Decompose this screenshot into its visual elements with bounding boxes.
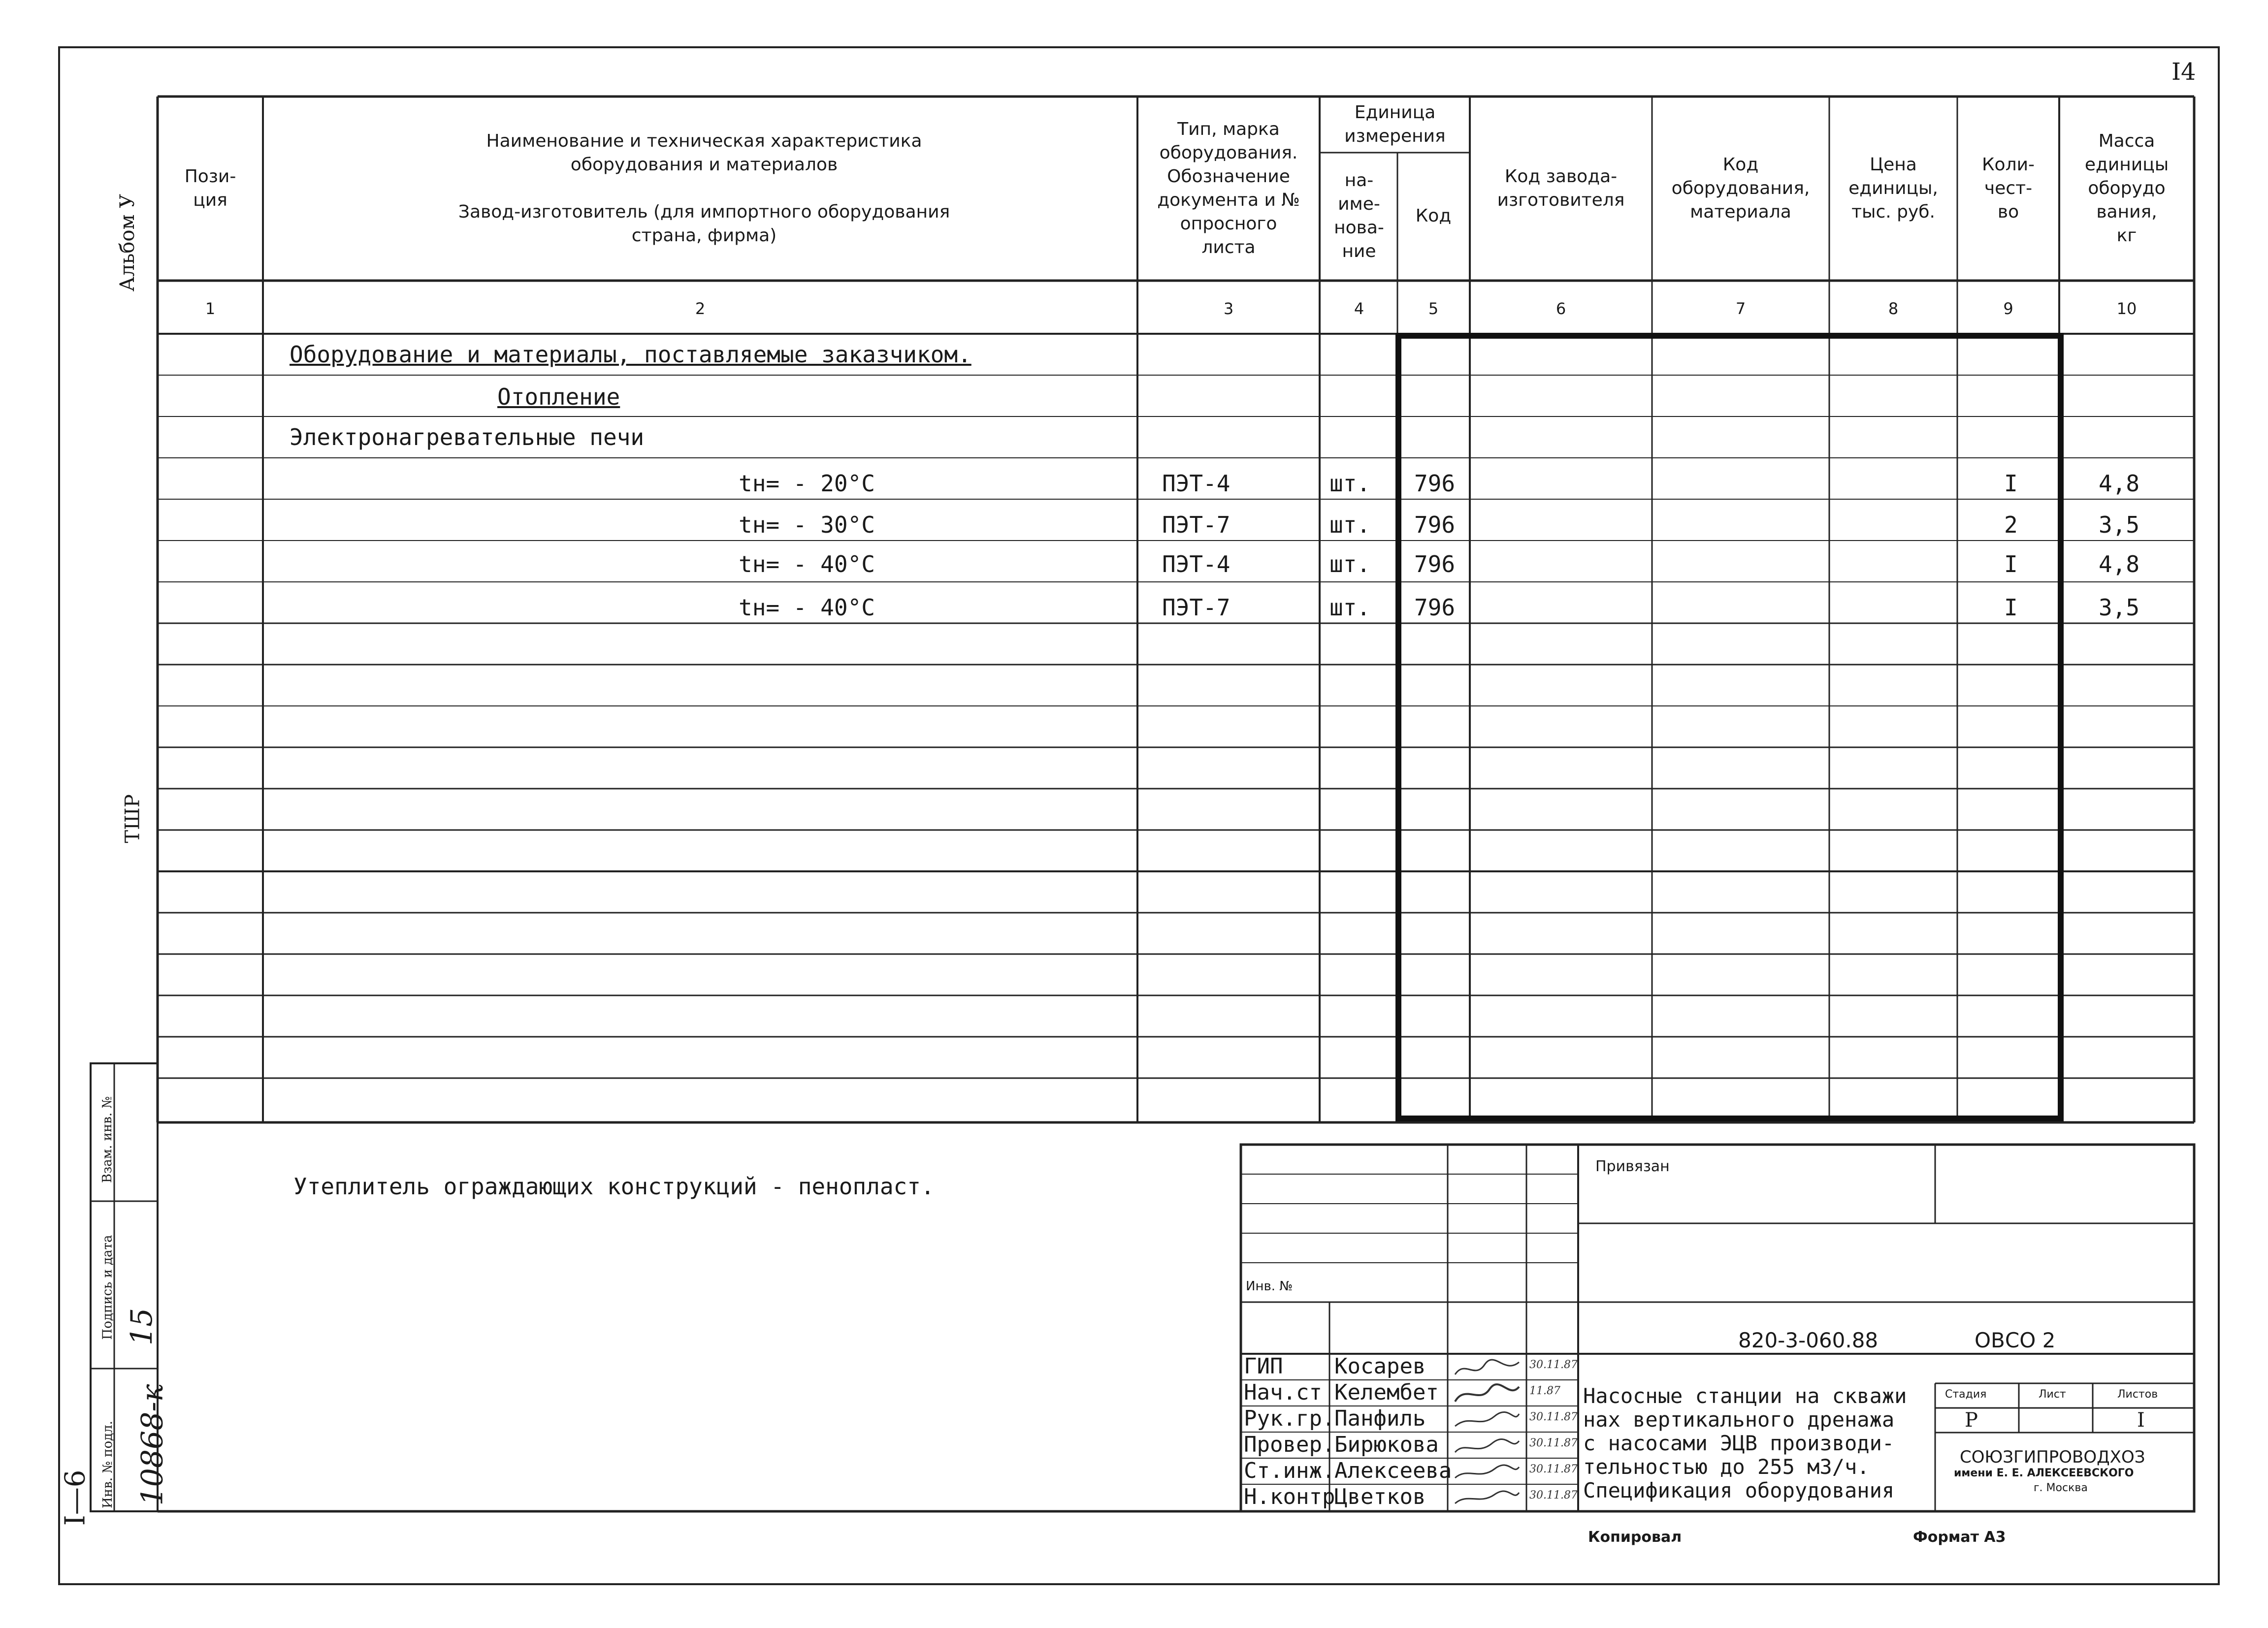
column-number: 3 bbox=[1223, 299, 1234, 318]
header-unit-name: на- име- нова- ние bbox=[1334, 170, 1384, 261]
person-role: Нач.ст bbox=[1244, 1380, 1322, 1405]
title-line: с насосами ЭЦВ производи- bbox=[1583, 1431, 1895, 1455]
row-label: tн= - 30°С bbox=[739, 511, 875, 538]
header-unit-group: Единица измерения bbox=[1344, 102, 1446, 146]
row-code: 796 bbox=[1414, 594, 1456, 621]
stage-label: Стадия bbox=[1945, 1388, 1987, 1401]
header-qty: Коли- чест- во bbox=[1982, 155, 2035, 222]
row-mass: 3,5 bbox=[2099, 594, 2140, 621]
row-type: ПЭТ-4 bbox=[1162, 470, 1231, 497]
title-line: Насосные станции на скважи bbox=[1583, 1384, 1907, 1408]
row-mass: 3,5 bbox=[2099, 511, 2140, 538]
album-label: Альбом У bbox=[116, 193, 139, 292]
header-factory-code: Код завода- изготовителя bbox=[1497, 166, 1625, 210]
row-unit: шт. bbox=[1329, 551, 1371, 577]
row-qty: I bbox=[2004, 470, 2018, 497]
side-sign-value: 15 bbox=[125, 1308, 160, 1346]
row-qty: I bbox=[2004, 594, 2018, 621]
row-unit: шт. bbox=[1329, 511, 1371, 538]
row-code: 796 bbox=[1414, 511, 1456, 538]
header-name: Наименование и техническая характеристика оборудования и материалов Завод-изготовитель (для импортного оборудования страна, фирма) bbox=[458, 131, 950, 246]
list-label: Лист bbox=[2039, 1388, 2066, 1401]
doc-suffix: ОВСО 2 bbox=[1975, 1328, 2056, 1352]
lists-label: Листов bbox=[2117, 1388, 2158, 1401]
person-role: Н.контр bbox=[1244, 1484, 1335, 1509]
person-date: 30.11.87 bbox=[1529, 1437, 1578, 1449]
column-number: 1 bbox=[205, 299, 216, 318]
note-text: Утеплитель ограждающих конструкций - пенопласт. bbox=[293, 1173, 935, 1200]
person-role: Провер. bbox=[1244, 1432, 1335, 1457]
person-date: 30.11.87 bbox=[1529, 1463, 1578, 1475]
person-role: ГИП bbox=[1244, 1354, 1283, 1379]
person-name: Цветков bbox=[1334, 1484, 1426, 1509]
person-name: Панфиль bbox=[1334, 1406, 1426, 1431]
copied-label: Копировал bbox=[1588, 1529, 1682, 1546]
row-type: ПЭТ-4 bbox=[1162, 551, 1231, 577]
person-name: Алексеева bbox=[1334, 1458, 1452, 1483]
person-date: 11.87 bbox=[1529, 1385, 1560, 1397]
person-name: Косарев bbox=[1334, 1354, 1426, 1379]
person-role: Рук.гр. bbox=[1244, 1406, 1335, 1431]
row-qty: 2 bbox=[2004, 511, 2018, 538]
header-unit-code: Код bbox=[1415, 206, 1452, 226]
title-line: нах вертикального дренажа bbox=[1583, 1407, 1895, 1432]
org-line1: СОЮЗГИПРОВОДХОЗ bbox=[1960, 1447, 2145, 1467]
format-label: Формат А3 bbox=[1913, 1529, 2006, 1546]
column-number: 4 bbox=[1354, 299, 1364, 318]
org-line3: г. Москва bbox=[2034, 1482, 2088, 1494]
row-type: ПЭТ-7 bbox=[1162, 511, 1231, 538]
header-type: Тип, марка оборудования. Обозначение документа и № опросного листа bbox=[1157, 119, 1300, 257]
row-label: tн= - 20°С bbox=[739, 470, 875, 497]
side-inv-value: 10868-к bbox=[135, 1384, 170, 1506]
column-number: 8 bbox=[1888, 299, 1899, 318]
header-price: Цена единицы, тыс. руб. bbox=[1848, 155, 1938, 222]
person-date: 30.11.87 bbox=[1529, 1359, 1578, 1371]
subsection-title: Отопление bbox=[497, 383, 620, 410]
row-code: 796 bbox=[1414, 470, 1456, 497]
column-number: 6 bbox=[1555, 299, 1566, 318]
bottom-left-marker: I—6 bbox=[59, 1469, 92, 1526]
person-name: Бирюкова bbox=[1334, 1432, 1439, 1457]
column-number: 10 bbox=[2116, 299, 2137, 318]
title-line: тельностью до 255 м3/ч. bbox=[1583, 1455, 1870, 1479]
signatures bbox=[1450, 1355, 1524, 1511]
row-code: 796 bbox=[1414, 551, 1456, 577]
row-qty: I bbox=[2004, 551, 2018, 577]
tip-label: ТШР bbox=[121, 794, 144, 843]
column-number: 2 bbox=[695, 299, 706, 318]
row-mass: 4,8 bbox=[2099, 551, 2140, 577]
row-mass: 4,8 bbox=[2099, 470, 2140, 497]
header-equip-code: Код оборудования, материала bbox=[1671, 155, 1810, 222]
column-number: 7 bbox=[1735, 299, 1746, 318]
inv-label: Инв. № bbox=[1246, 1279, 1293, 1294]
row-label: tн= - 40°С bbox=[739, 594, 875, 621]
header-position: Пози- ция bbox=[184, 166, 236, 210]
column-number: 9 bbox=[2003, 299, 2013, 318]
org-line2: имени Е. Е. АЛЕКСЕЕВСКОГО bbox=[1954, 1467, 2134, 1479]
sheet-number: I4 bbox=[2171, 58, 2196, 86]
row-label: tн= - 40°С bbox=[739, 551, 875, 577]
side-sign-date: Подпись и дата bbox=[100, 1235, 115, 1340]
person-name: Келембет bbox=[1334, 1380, 1439, 1405]
row-unit: шт. bbox=[1329, 594, 1371, 621]
header-mass: Масса единицы оборудо вания, кг bbox=[2084, 131, 2169, 246]
doc-code: 820-3-060.88 bbox=[1738, 1328, 1879, 1352]
side-vzam: Взам. инв. № bbox=[99, 1096, 115, 1183]
stage-value: Р bbox=[1965, 1409, 1978, 1432]
section-title: Оборудование и материалы, поставляемые заказчиком. bbox=[290, 341, 972, 368]
side-inv-orig: Инв. № подл. bbox=[100, 1421, 115, 1508]
title-line: Спецификация оборудования bbox=[1583, 1478, 1895, 1502]
person-role: Ст.инж. bbox=[1244, 1458, 1335, 1483]
row-unit: шт. bbox=[1329, 470, 1371, 497]
lists-value: I bbox=[2137, 1409, 2145, 1432]
group-title: Электронагревательные печи bbox=[290, 424, 645, 450]
column-number: 5 bbox=[1428, 299, 1439, 318]
person-date: 30.11.87 bbox=[1529, 1489, 1578, 1501]
privyazan-label: Привязан bbox=[1595, 1158, 1670, 1175]
person-date: 30.11.87 bbox=[1529, 1411, 1578, 1423]
row-type: ПЭТ-7 bbox=[1162, 594, 1231, 621]
